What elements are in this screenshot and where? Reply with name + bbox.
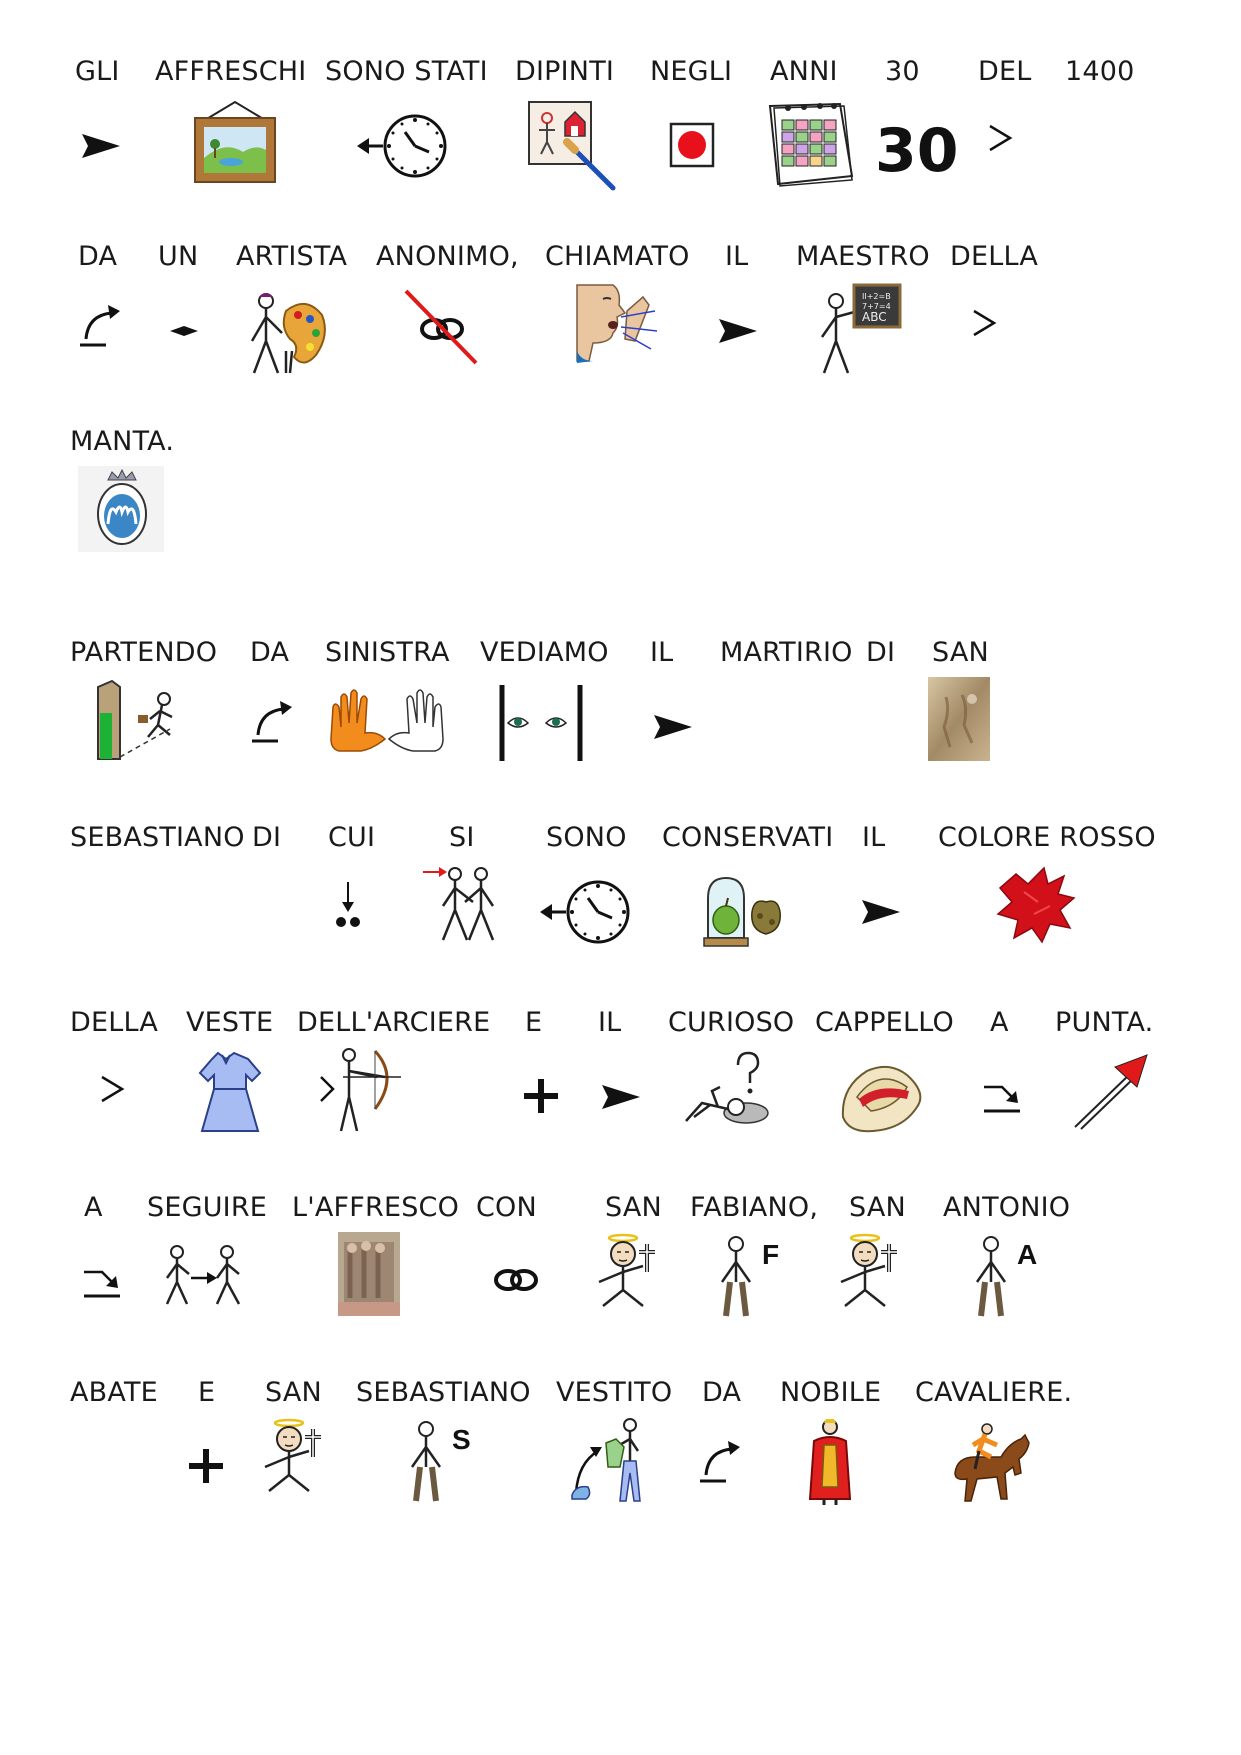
fresco-photo-icon xyxy=(338,1232,438,1332)
word-label: SEGUIRE xyxy=(147,1192,268,1223)
word-label: 30 xyxy=(885,56,920,87)
seeing-eyes-icon xyxy=(496,677,596,777)
word-label: MAESTRO xyxy=(796,241,930,272)
word-cell xyxy=(815,1003,965,1173)
word-label: SAN xyxy=(932,637,989,668)
diamond-icon xyxy=(150,281,250,381)
word-label: DELL'ARCIERE xyxy=(297,1007,491,1038)
leaving-door-icon xyxy=(96,677,196,777)
word-label: SEBASTIANO xyxy=(70,822,245,853)
word-label: IL xyxy=(725,241,749,272)
past-clock-icon xyxy=(353,96,453,196)
word-label: CON xyxy=(476,1192,537,1223)
initial-letter: F xyxy=(762,1239,780,1270)
word-label: DEL xyxy=(978,56,1032,87)
word-cell xyxy=(70,633,220,803)
getting-dressed-icon xyxy=(568,1417,668,1517)
past-clock-icon xyxy=(536,862,636,962)
word-cell xyxy=(943,1188,1093,1358)
sentence-row xyxy=(0,422,1241,592)
painting-easel-icon xyxy=(523,96,623,196)
chevron-right-icon xyxy=(950,281,1050,381)
left-hands-icon xyxy=(327,677,427,777)
word-cell xyxy=(915,1373,1073,1543)
word-label: A xyxy=(990,1007,1009,1038)
word-label: ANNI xyxy=(770,56,838,87)
word-label: PARTENDO xyxy=(70,637,218,668)
word-label: SINISTRA xyxy=(325,637,450,668)
word-cell xyxy=(932,633,1082,803)
calendar-icon xyxy=(760,96,860,196)
word-label: CHIAMATO xyxy=(545,241,690,272)
person-letter-icon xyxy=(971,1232,1071,1332)
word-cell xyxy=(70,422,220,592)
word-label: GLI xyxy=(75,56,120,87)
word-label: DELLA xyxy=(950,241,1039,272)
word-label: VEDIAMO xyxy=(480,637,609,668)
sentence-row xyxy=(0,1188,1241,1358)
word-label: PUNTA. xyxy=(1055,1007,1154,1038)
word-label: 1400 xyxy=(1065,56,1135,87)
word-label: SAN xyxy=(849,1192,906,1223)
word-cell xyxy=(480,633,630,803)
fresco-photo-icon xyxy=(928,677,1028,777)
svg-text:II+2=B: II+2=B xyxy=(862,292,891,301)
saint-icon xyxy=(259,1417,359,1517)
person-letter-icon xyxy=(716,1232,816,1332)
word-label: COLORE ROSSO xyxy=(938,822,1156,853)
word-label: L'AFFRESCO xyxy=(292,1192,460,1223)
crossed-rings-icon xyxy=(406,281,506,381)
saint-icon xyxy=(835,1232,935,1332)
word-label: DIPINTI xyxy=(515,56,615,87)
dress-icon xyxy=(188,1047,288,1147)
word-label: IL xyxy=(862,822,886,853)
word-label: DELLA xyxy=(70,1007,159,1038)
word-cell xyxy=(356,1373,531,1543)
sentence-row xyxy=(0,237,1241,407)
initial-letter: S xyxy=(452,1424,471,1455)
saint-icon xyxy=(593,1232,693,1332)
hat-icon xyxy=(837,1047,937,1147)
following-people-icon xyxy=(161,1232,261,1332)
red-dot-square-icon xyxy=(660,96,760,196)
pointed-arrow-icon xyxy=(1071,1047,1171,1147)
word-label: NEGLI xyxy=(650,56,733,87)
pointing-down-icon xyxy=(322,862,422,962)
word-cell xyxy=(376,237,526,407)
word-label: MARTIRIO xyxy=(720,637,853,668)
word-label: SI xyxy=(449,822,475,853)
number-label: 30 xyxy=(875,116,959,186)
word-cell xyxy=(796,237,946,407)
article-arrow-icon xyxy=(707,281,807,381)
word-cell xyxy=(662,818,834,988)
word-label: SEBASTIANO xyxy=(356,1377,531,1408)
archer-icon xyxy=(303,1047,403,1147)
curious-person-icon xyxy=(682,1047,782,1147)
sentence-row xyxy=(0,1373,1241,1543)
word-cell xyxy=(556,1373,706,1543)
word-label: CURIOSO xyxy=(668,1007,795,1038)
word-label: ANONIMO, xyxy=(376,241,519,272)
number-30-icon xyxy=(875,96,975,196)
sentence-row xyxy=(0,818,1241,988)
framed-painting-icon xyxy=(185,96,285,196)
word-cell xyxy=(155,52,305,222)
word-label: ABATE xyxy=(70,1377,158,1408)
word-label: IL xyxy=(598,1007,622,1038)
word-label: CAVALIERE. xyxy=(915,1377,1073,1408)
sentence-row xyxy=(0,633,1241,803)
word-label: AFFRESCHI xyxy=(155,56,307,87)
svg-text:7+7=4: 7+7=4 xyxy=(862,302,891,311)
initial-letter: A xyxy=(1017,1239,1038,1270)
word-cell xyxy=(292,1188,460,1358)
word-cell xyxy=(950,237,1100,407)
sentence-row xyxy=(0,1003,1241,1173)
linked-rings-icon xyxy=(480,1232,580,1332)
word-label: CAPPELLO xyxy=(815,1007,954,1038)
calling-face-icon xyxy=(573,281,673,381)
chevron-right-icon xyxy=(78,1047,178,1147)
knight-horse-icon xyxy=(949,1417,1049,1517)
word-label: VESTITO xyxy=(556,1377,673,1408)
word-label: E xyxy=(525,1007,543,1038)
word-label: DA xyxy=(702,1377,742,1408)
sentence-row xyxy=(0,52,1241,222)
two-people-icon xyxy=(419,862,519,962)
manta-crest-icon xyxy=(78,466,178,566)
word-cell xyxy=(515,52,665,222)
word-label: DA xyxy=(78,241,118,272)
word-cell xyxy=(1065,52,1215,222)
word-cell xyxy=(236,237,386,407)
person-letter-icon xyxy=(406,1417,506,1517)
word-cell xyxy=(1055,1003,1205,1173)
word-label: CUI xyxy=(328,822,376,853)
word-label: ARTISTA xyxy=(236,241,348,272)
word-label: UN xyxy=(158,241,199,272)
word-label: E xyxy=(198,1377,216,1408)
word-cell xyxy=(545,237,695,407)
word-label: FABIANO, xyxy=(690,1192,819,1223)
word-cell xyxy=(690,1188,840,1358)
word-cell xyxy=(668,1003,818,1173)
word-cell xyxy=(938,818,1156,988)
word-label: ANTONIO xyxy=(943,1192,1071,1223)
curved-arrow-icon xyxy=(690,1417,790,1517)
word-label: VESTE xyxy=(186,1007,274,1038)
word-cell xyxy=(720,633,870,803)
word-label: IL xyxy=(650,637,674,668)
article-arrow-icon xyxy=(850,862,950,962)
word-label: DI xyxy=(866,637,896,668)
teacher-board-icon xyxy=(816,281,916,381)
word-cell xyxy=(147,1188,297,1358)
word-label: CONSERVATI xyxy=(662,822,834,853)
word-cell xyxy=(297,1003,491,1173)
red-splash-icon xyxy=(994,862,1094,962)
word-label: MANTA. xyxy=(70,426,175,457)
word-label: DA xyxy=(250,637,290,668)
word-label: SONO xyxy=(546,822,627,853)
word-label: SONO STATI xyxy=(325,56,488,87)
board-text: ABC xyxy=(862,310,887,324)
noble-icon xyxy=(800,1417,900,1517)
word-label: DI xyxy=(252,822,282,853)
word-cell xyxy=(325,52,488,222)
artist-palette-icon xyxy=(246,281,346,381)
word-cell xyxy=(780,1373,930,1543)
word-cell xyxy=(70,818,245,988)
word-cell xyxy=(325,633,475,803)
chevron-right-icon xyxy=(966,96,1066,196)
preserved-jar-icon xyxy=(700,862,800,962)
word-label: SAN xyxy=(605,1192,662,1223)
word-label: A xyxy=(84,1192,103,1223)
word-label: NOBILE xyxy=(780,1377,882,1408)
word-label: SAN xyxy=(265,1377,322,1408)
